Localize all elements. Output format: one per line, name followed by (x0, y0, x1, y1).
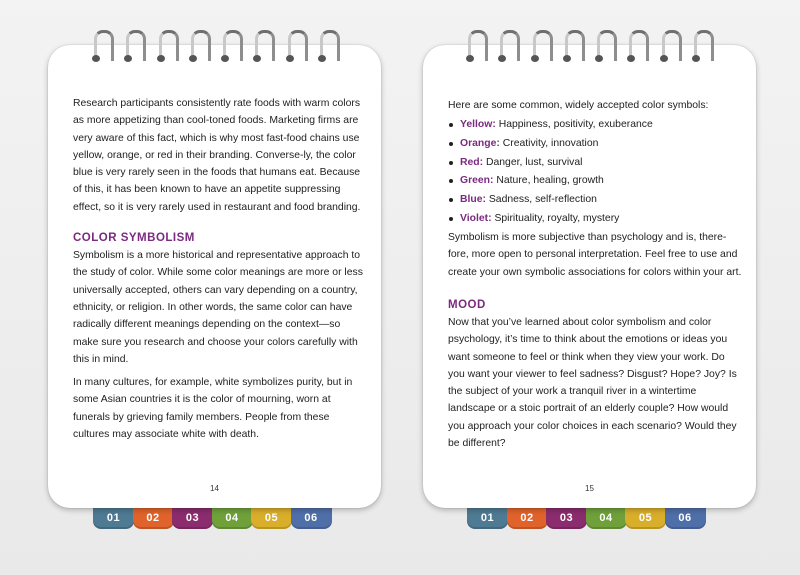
chapter-tab-05[interactable]: 05 (251, 503, 292, 529)
binder-ring-icon (221, 30, 241, 62)
list-item (448, 172, 743, 189)
symbol-meaning: Danger, lust, survival (485, 156, 583, 168)
symbol-term: Green: (460, 175, 494, 187)
binder-ring-icon (253, 30, 273, 62)
binder-ring-icon (189, 30, 209, 62)
binder-ring-icon (498, 30, 518, 62)
list-item (448, 135, 743, 152)
chapter-tab-03[interactable]: 03 (546, 503, 587, 529)
binder-ring-icon (466, 30, 486, 62)
symbol-term: Blue: (460, 194, 486, 206)
symbol-term: Violet: (460, 212, 492, 224)
symbol-term: Red: (460, 156, 484, 168)
binder-ring-icon (627, 30, 647, 62)
intro-paragraph: Here are some common, widely accepted color symbols: (448, 100, 709, 111)
chapter-tab-02[interactable]: 02 (133, 503, 174, 529)
right-page-content (448, 97, 743, 458)
list-item (448, 210, 743, 227)
left-page (48, 45, 381, 508)
binder-ring-icon (286, 30, 306, 62)
left-page-content (73, 95, 363, 449)
chapter-tab-04[interactable]: 04 (212, 503, 253, 529)
section-heading: MOOD (448, 298, 486, 311)
symbol-meaning: Sadness, self-reflection (488, 194, 597, 206)
chapter-tab-05[interactable]: 05 (625, 503, 666, 529)
body-paragraph: Now that you’ve learned about color symbolism and color psychology, it’s time to think about the emotions or ideas you want someone to feel or think when they view your work. Do you want your viewer to feel sadness? Disgust? Hope? Joy? Is the subject of your work a tranquil river in a wintertime landscape or a stoic portrait of an elderly couple? How would you approach your color choices in each scenario? Would they be different? (448, 316, 737, 449)
binder-ring-icon (660, 30, 680, 62)
body-paragraph: Symbolism is a more historical and representative approach to the study of color. While some color meanings are more or less universally accepted, others can vary depending on a country, ethnicity, or religion. In other words, the same color can have radically different meanings depending on the context—so make sure you research and choose your colors carefully with this in mind. (73, 250, 363, 365)
body-paragraph: In many cultures, for example, white symbolizes purity, but in some Asian countries it is the color of mourning, worn at funerals by grieving family members. People from these cultures may associate white with death. (73, 377, 353, 441)
chapter-tab-04[interactable]: 04 (586, 503, 627, 529)
section-heading: COLOR SYMBOLISM (73, 232, 195, 245)
binder-ring-icon (595, 30, 615, 62)
chapter-tab-06[interactable]: 06 (291, 503, 332, 529)
binding-rings-left (92, 30, 350, 64)
symbol-term: Orange: (460, 137, 500, 149)
list-item (448, 191, 743, 208)
binder-ring-icon (692, 30, 712, 62)
chapter-tab-02[interactable]: 02 (507, 503, 548, 529)
binding-rings-right (466, 30, 724, 64)
binder-ring-icon (318, 30, 338, 62)
symbol-term: Yellow: (460, 119, 496, 131)
chapter-tab-03[interactable]: 03 (172, 503, 213, 529)
body-paragraph: Symbolism is more subjective than psychology and is, there-fore, more open to personal interpretation. Feel free to use and create your own symbolic associations for colors within your art. (448, 232, 742, 278)
page-number: 15 (585, 484, 594, 493)
symbol-meaning: Creativity, innovation (502, 137, 599, 149)
binder-ring-icon (92, 30, 112, 62)
symbol-meaning: Happiness, positivity, exuberance (498, 119, 653, 131)
list-item (448, 154, 743, 171)
intro-paragraph: Research participants consistently rate foods with warm colors as more appetizing than cool-toned foods. Marketing firms are very aware of this fact, which is why most fast-food chains use yellow, orange, or red in their branding. Converse-ly, the color blue is very rarely seen in the foods that humans eat. Because of this, it has been known to have an appetite suppressing effect, so it is very rarely used in restaurant and food branding. (73, 98, 361, 213)
symbol-meaning: Nature, healing, growth (496, 175, 604, 187)
binder-ring-icon (531, 30, 551, 62)
page-number: 14 (210, 484, 219, 493)
symbol-meaning: Spirituality, royalty, mystery (494, 212, 620, 224)
chapter-tab-01[interactable]: 01 (467, 503, 508, 529)
binder-ring-icon (563, 30, 583, 62)
binder-ring-icon (124, 30, 144, 62)
binder-ring-icon (157, 30, 177, 62)
right-page (423, 45, 756, 508)
chapter-tab-01[interactable]: 01 (93, 503, 134, 529)
chapter-tab-06[interactable]: 06 (665, 503, 706, 529)
color-symbol-list (448, 116, 743, 227)
list-item (448, 116, 743, 133)
